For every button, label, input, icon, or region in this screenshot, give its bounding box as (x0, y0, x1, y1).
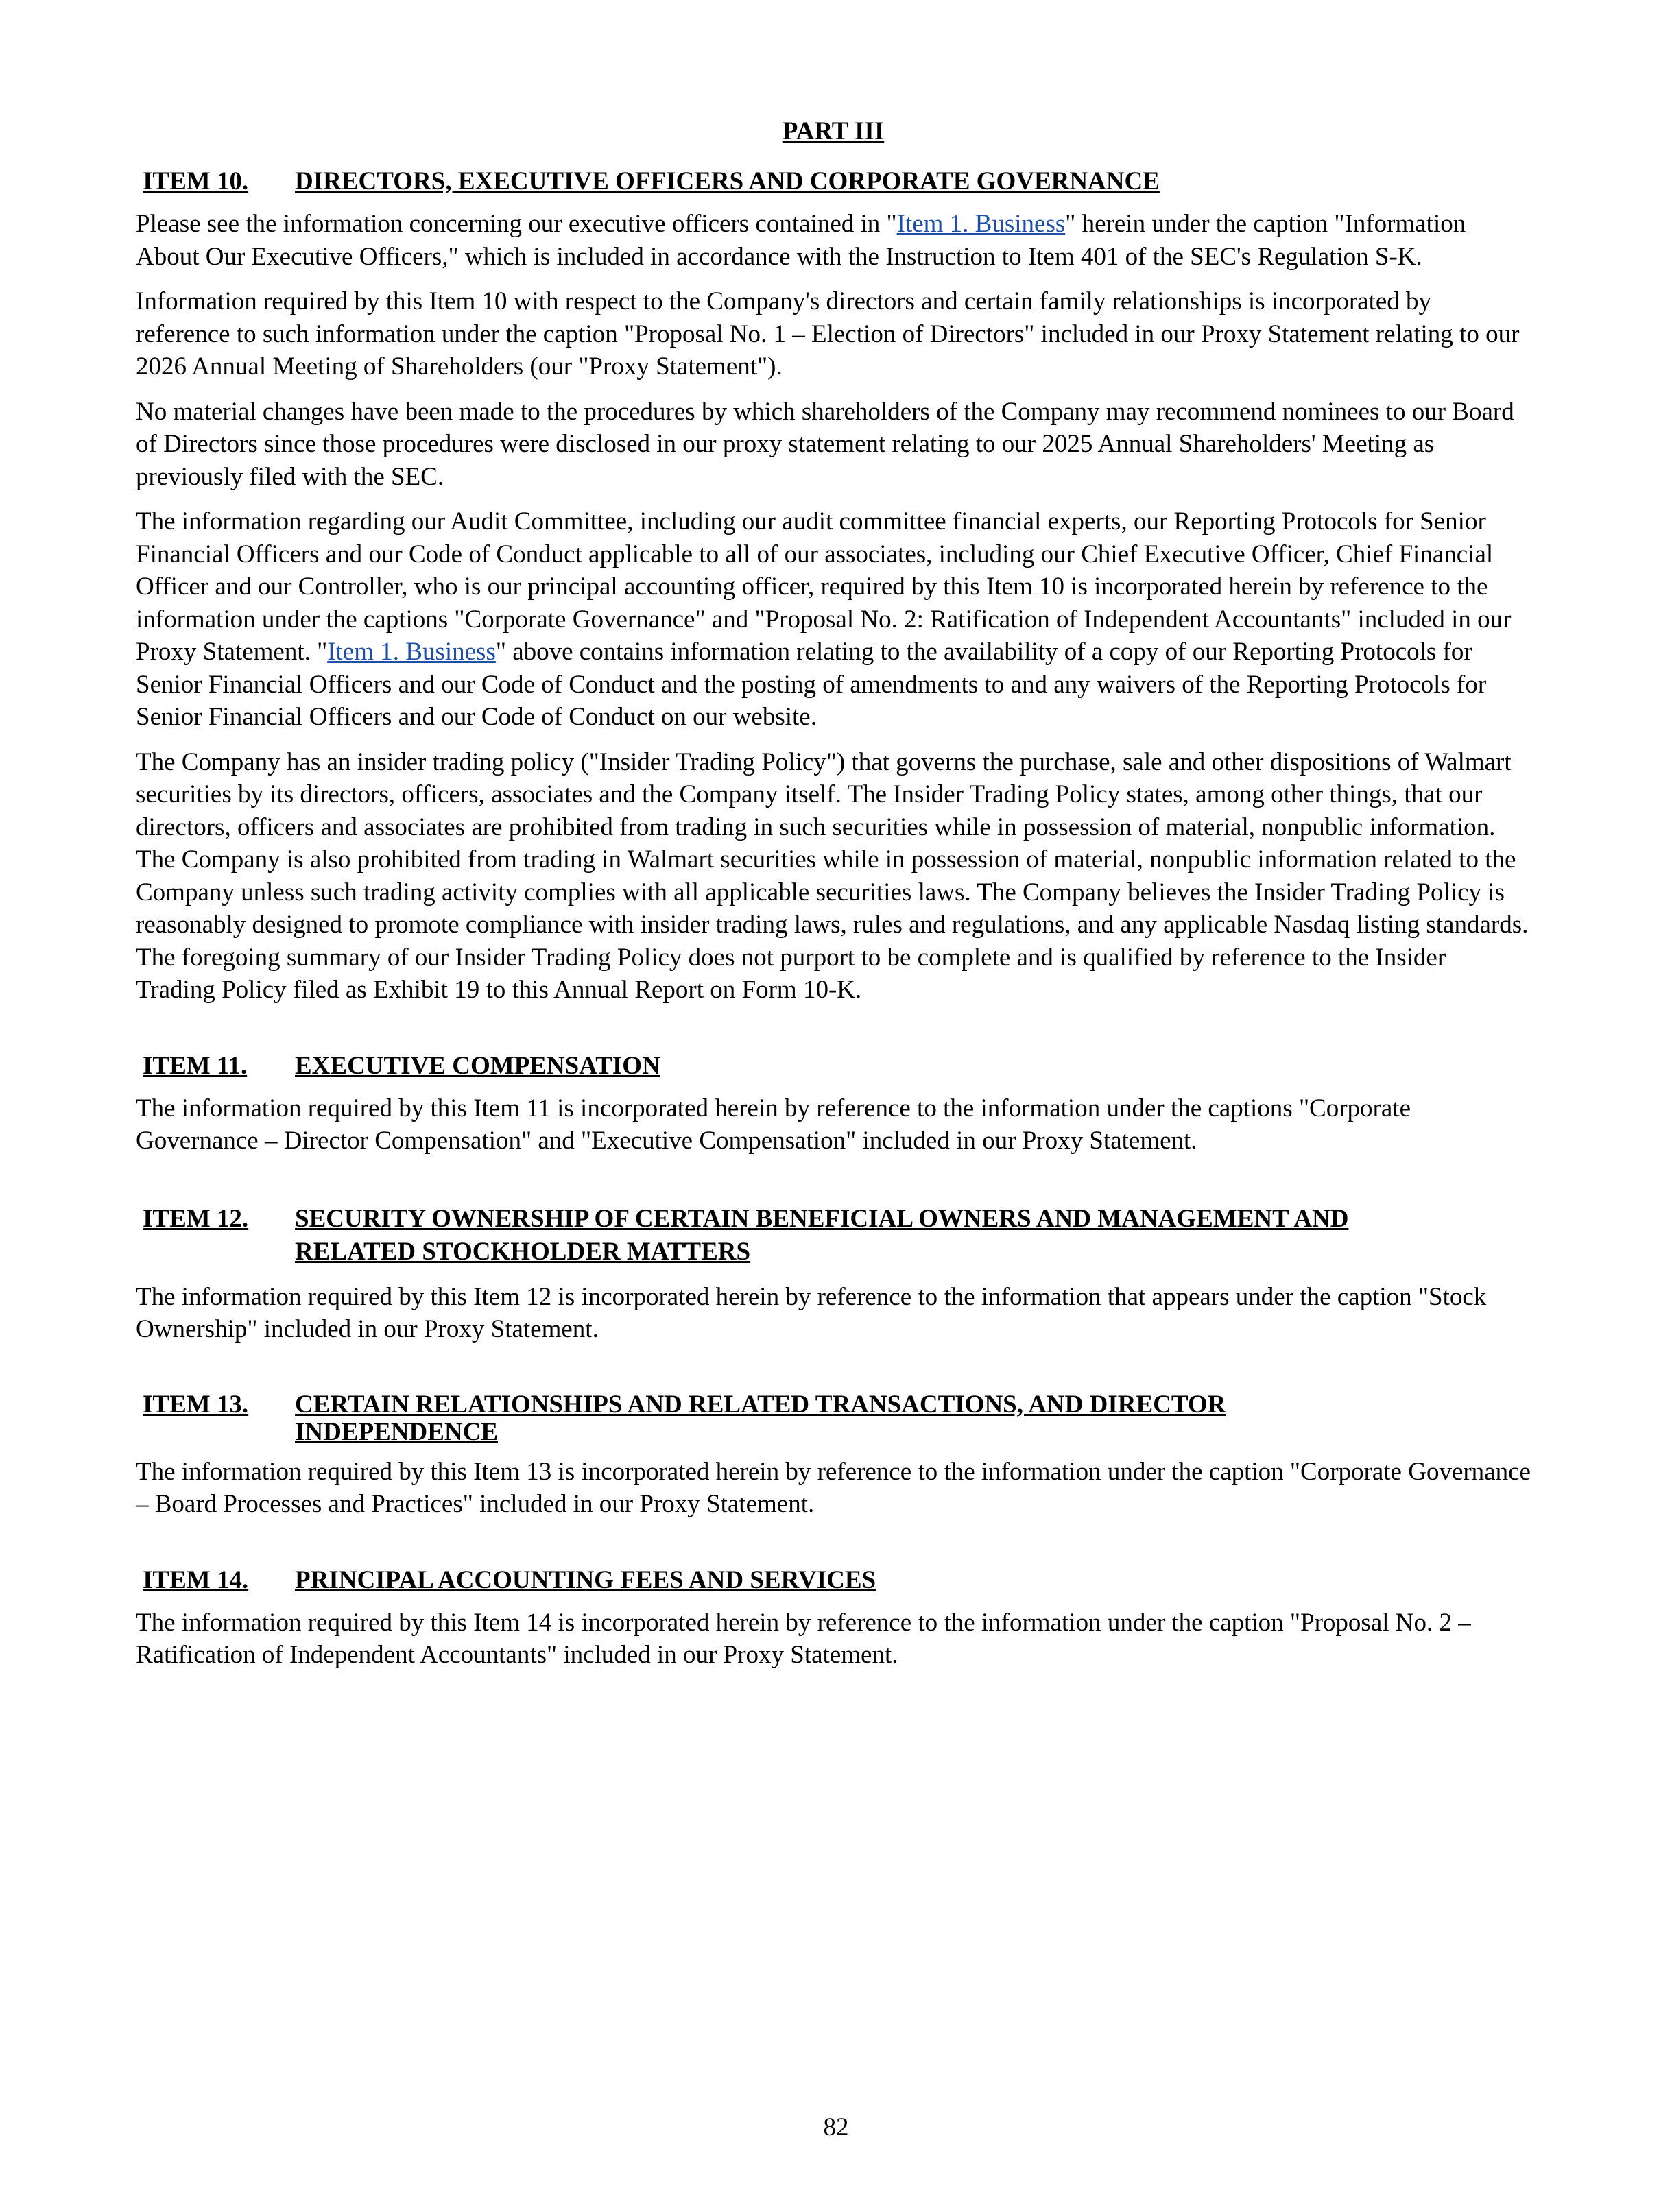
item-10-paragraph-1 (136, 208, 1531, 273)
item-12-number: ITEM 12. (143, 1204, 249, 1233)
item-10-heading (143, 167, 1531, 195)
item-14-title: PRINCIPAL ACCOUNTING FEES AND SERVICES (295, 1565, 876, 1594)
item-13-title: CERTAIN RELATIONSHIPS AND RELATED TRANSACTIONS, AND DIRECTOR INDEPENDENCE (295, 1390, 1226, 1446)
item-11-paragraph: The information required by this Item 11 is incorporated herein by reference to the information under the captions "Corporate Governance – Director Compensation" and "Executive Compensation" included in our Proxy Statement. (136, 1094, 1411, 1155)
section-spacer (136, 1019, 1531, 1052)
page-number: 82 (823, 2113, 849, 2141)
section-spacer (136, 1170, 1531, 1203)
item-13-number: ITEM 13. (143, 1390, 249, 1419)
item-10-paragraph-4-text-b: " above contains information relating to the availability of a copy of our Reporting Protocols for Senior Financial Officers and our Code of Conduct and the posting of amendments to and any waivers of the Reporting Protocols for Senior Financial Officers and our Code of Conduct on our website. (136, 638, 1487, 731)
item-1-business-link[interactable]: Item 1. Business (896, 210, 1066, 238)
document-page (136, 115, 1531, 1684)
item-12-heading (143, 1203, 1531, 1269)
item-10-paragraph-1-text-b: " herein under the caption "Information About Our Executive Officers," which is included in accordance with the Instruction to Item 401 of the SEC's Regulation S-K. (136, 210, 1466, 271)
item-10-paragraph-4 (136, 505, 1531, 734)
item-12-title: SECURITY OWNERSHIP OF CERTAIN BENEFICIAL OWNERS AND MANAGEMENT AND RELATED STOCKHOLDER MATTERS (295, 1204, 1349, 1266)
item-10-title: DIRECTORS, EXECUTIVE OFFICERS AND CORPORATE GOVERNANCE (295, 167, 1160, 195)
item-10-paragraph-4-text-a: The information regarding our Audit Committee, including our audit committee financial experts, our Reporting Protocols for Senior Financial Officers and our Code of Conduct applicable to all of our associates, including our Chief Executive Officer, Chief Financial Officer and our Controller, who is our principal accounting officer, required by this Item 10 is incorporated herein by reference to the information under the captions "Corporate Governance" and "Proposal No. 2: Ratification of Independent Accountants" included in our Proxy Statement. " (136, 507, 1512, 666)
item-13-paragraph: The information required by this Item 13 is incorporated herein by reference to the information under the caption "Corporate Governance – Board Processes and Practices" included in our Proxy Statement. (136, 1457, 1531, 1518)
section-spacer (136, 1533, 1531, 1566)
item-10-paragraph-2: Information required by this Item 10 with respect to the Company's directors and certain family relationships is incorporated by reference to such information under the caption "Proposal No. 1 – Election of Directors" included in our Proxy Statement relating to our 2026 Annual Meeting of Shareholders (our "Proxy Statement"). (136, 287, 1520, 381)
item-14-number: ITEM 14. (143, 1565, 249, 1594)
item-11-title: EXECUTIVE COMPENSATION (295, 1051, 660, 1080)
item-10-number: ITEM 10. (143, 167, 249, 195)
item-1-business-link-2[interactable]: Item 1. Business (327, 638, 496, 666)
item-11-heading (143, 1052, 1531, 1080)
item-14-heading (143, 1566, 1531, 1594)
item-10-paragraph-3: No material changes have been made to the procedures by which shareholders of the Company may recommend nominees to our Board of Directors since those procedures were disclosed in our proxy statement relating to our 2025 Annual Shareholders' Meeting as previously filed with the SEC. (136, 397, 1514, 491)
item-10-paragraph-1-text-a: Please see the information concerning our executive officers contained in " (136, 210, 897, 238)
item-12-paragraph: The information required by this Item 12 is incorporated herein by reference to the information that appears under the caption "Stock Ownership" included in our Proxy Statement. (136, 1282, 1487, 1343)
item-10-paragraph-5: The Company has an insider trading policy ("Insider Trading Policy") that governs the purchase, sale and other dispositions of Walmart securities by its directors, officers, associates and the Company itself. The Insider Trading Policy states, among other things, that our directors, officers and associates are prohibited from trading in such securities while in possession of material, nonpublic information. The Company is also prohibited from trading in Walmart securities while in possession of material, nonpublic information related to the Company unless such trading activity complies with all applicable securities laws. The Company believes the Insider Trading Policy is reasonably designed to promote compliance with insider trading laws, rules and regulations, and any applicable Nasdaq listing standards. The foregoing summary of our Insider Trading Policy does not purport to be complete and is qualified by reference to the Insider Trading Policy filed as Exhibit 19 to this Annual Report on Form 10-K. (136, 747, 1529, 1004)
item-11-number: ITEM 11. (143, 1051, 248, 1080)
part-title: PART III (782, 117, 885, 145)
item-14-paragraph: The information required by this Item 14 is incorporated herein by reference to the information under the caption "Proposal No. 2 – Ratification of Independent Accountants" included in our Proxy Statement. (136, 1608, 1471, 1669)
section-spacer (136, 1358, 1531, 1391)
item-13-heading (143, 1391, 1531, 1446)
